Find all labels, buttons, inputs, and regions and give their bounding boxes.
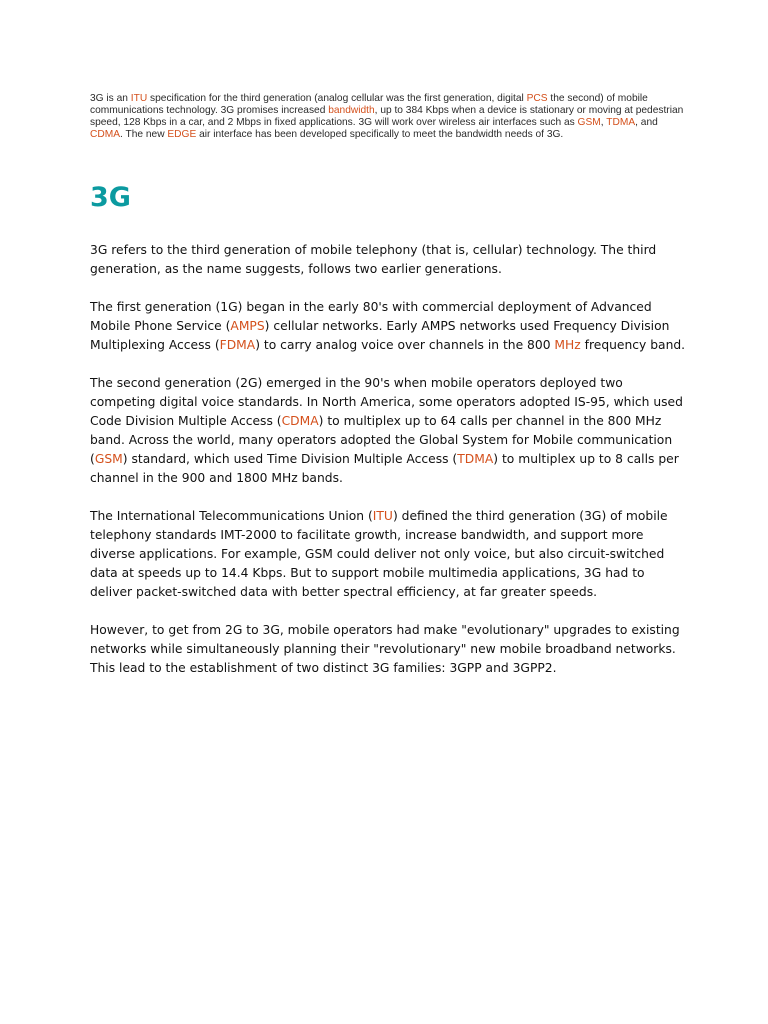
link-tdma[interactable]: TDMA xyxy=(457,452,494,466)
link-mhz[interactable]: MHz xyxy=(554,338,581,352)
text-run: 3G is an xyxy=(90,93,131,104)
text-run: ) to multiplex up to 64 calls per channel in the 800 MHz band. Across the world, many operators adopted the Global System for Mobile communication ( xyxy=(90,414,673,466)
article-body xyxy=(90,241,690,697)
text-run: 3G refers to the third generation of mobile telephony (that is, cellular) technology. The third generation, as the name suggests, follows two earlier generations. xyxy=(90,243,657,276)
body-paragraph-5 xyxy=(90,621,690,678)
body-paragraph-1 xyxy=(90,241,690,279)
body-paragraph-4 xyxy=(90,507,690,602)
text-run: The International Telecommunications Union ( xyxy=(90,509,373,523)
link-cdma[interactable]: CDMA xyxy=(281,414,319,428)
link-pcs[interactable]: PCS xyxy=(526,93,548,104)
text-run: air interface has been developed specifically to meet the bandwidth needs of 3G. xyxy=(196,129,564,141)
text-run: frequency band. xyxy=(580,338,686,352)
link-itu[interactable]: ITU xyxy=(372,509,393,523)
text-run: the second) of mobile communications technology. 3G promises increased xyxy=(90,93,648,117)
text-run: , xyxy=(600,117,607,129)
text-run: The first generation (1G) began in the early 80's with commercial deployment of Advanced Mobile Phone Service ( xyxy=(90,300,652,333)
link-tdma[interactable]: TDMA xyxy=(606,117,636,129)
link-bandwidth[interactable]: bandwidth xyxy=(328,105,375,117)
text-run: The second generation (2G) emerged in the 90's when mobile operators deployed two competing digital voice standards. In North America, some operators adopted IS-95, which used Code Division Multiple Access ( xyxy=(90,376,683,428)
body-paragraph-3 xyxy=(90,374,690,488)
text-run: , and xyxy=(635,117,658,129)
text-run: ) cellular networks. Early AMPS networks used Frequency Division Multiplexing Access ( xyxy=(90,319,670,352)
link-cdma[interactable]: CDMA xyxy=(90,129,120,141)
link-itu[interactable]: ITU xyxy=(130,93,148,104)
link-amps[interactable]: AMPS xyxy=(230,319,265,333)
text-run: ) to multiplex up to 8 calls per channel in the 900 and 1800 MHz bands. xyxy=(90,452,679,485)
link-edge[interactable]: EDGE xyxy=(167,129,197,141)
text-run: ) standard, which used Time Division Multiple Access ( xyxy=(122,452,458,466)
body-paragraph-2 xyxy=(90,298,690,355)
section-heading: 3G xyxy=(90,182,131,213)
intro-paragraph xyxy=(90,93,690,141)
text-run: specification for the third generation (analog cellular was the first generation, digital xyxy=(147,93,527,104)
text-run: . The new xyxy=(120,129,168,141)
text-run: However, to get from 2G to 3G, mobile operators had make "evolutionary" upgrades to existing networks while simultaneously planning their "revolutionary" new mobile broadband networks. This lead to the establishment of two distinct 3G families: 3GPP and 3GPP2. xyxy=(90,623,680,675)
text-run: , up to 384 Kbps when a device is stationary or moving at pedestrian speed, 128 Kbps in a car, and 2 Mbps in fixed applications. 3G will work over wireless air interfaces such as xyxy=(90,105,684,129)
link-gsm[interactable]: GSM xyxy=(94,452,123,466)
text-run: ) to carry analog voice over channels in the 800 xyxy=(255,338,555,352)
link-fdma[interactable]: FDMA xyxy=(219,338,256,352)
text-run: ) defined the third generation (3G) of mobile telephony standards IMT-2000 to facilitate growth, increase bandwidth, and support more diverse applications. For example, GSM could deliver not only voice, but also circuit-switched data at speeds up to 14.4 Kbps. But to support mobile multimedia applications, 3G had to deliver packet-switched data with better spectral efficiency, at far greater speeds. xyxy=(90,509,668,599)
link-gsm[interactable]: GSM xyxy=(577,117,601,129)
